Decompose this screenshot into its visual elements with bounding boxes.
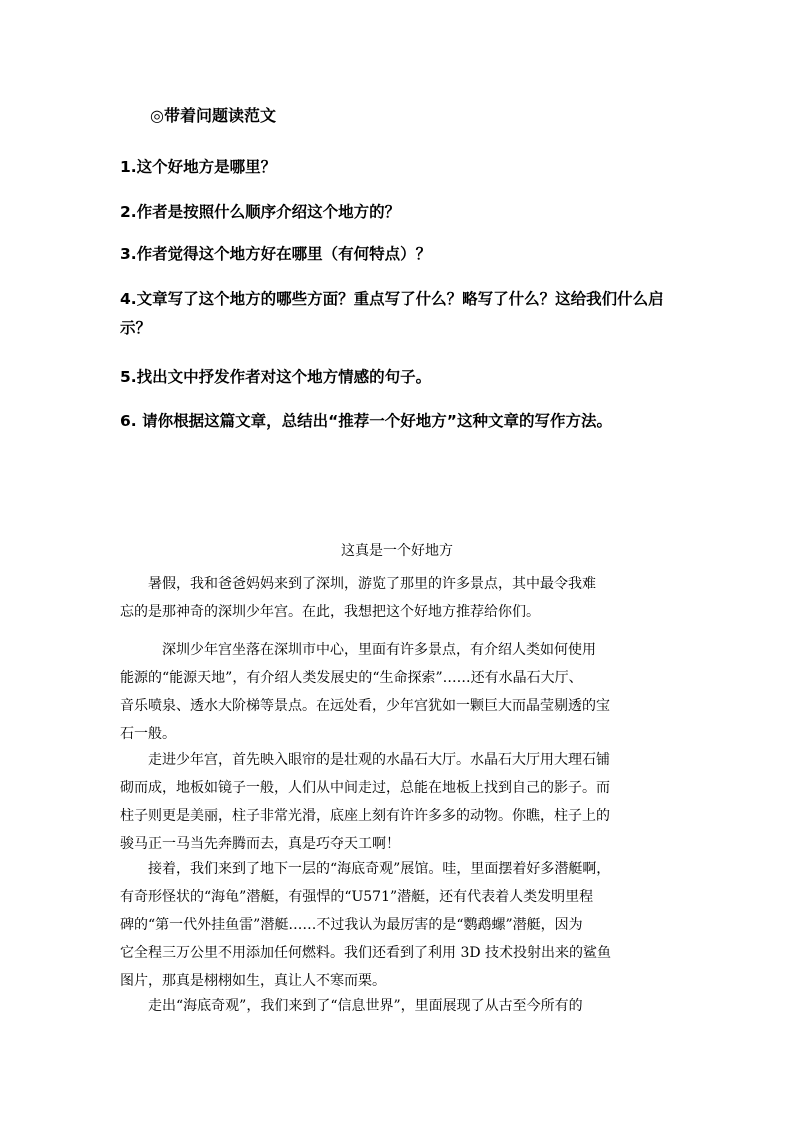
question-5: 5.找出文中抒发作者对这个地方情感的句子。 [120, 368, 432, 386]
paragraph-line: 砌而成，地板如镜子一般，人们从中间走过，总能在地板上找到自己的影子。而 [120, 780, 610, 796]
paragraph-line: 骏马正一马当先奔腾而去，真是巧夺天工啊！ [120, 836, 400, 852]
paragraph-line: 暑假，我和爸爸妈妈来到了深圳，游览了那里的许多景点，其中最令我难 [120, 576, 596, 592]
paragraph-line: 走进少年宫，首先映入眼帘的是壮观的水晶石大厅。水晶石大厅用大理石铺 [120, 752, 610, 768]
paragraph-line: 碑的“第一代外挂鱼雷”潜艇……不过我认为最厉害的是“鹦鹉螺”潜艇，因为 [120, 917, 583, 933]
essay-paragraph-3 [120, 746, 680, 858]
question-3: 3.作者觉得这个地方好在哪里（有何特点）？ [120, 245, 432, 263]
paragraph-line: 接着，我们来到了地下一层的“海底奇观”展馆。哇，里面摆着好多潜艇啊， [120, 861, 611, 877]
essay-paragraph-1 [120, 570, 680, 626]
question-4: 4.文章写了这个地方的哪些方面？重点写了什么？略写了什么？这给我们什么启示？ [120, 290, 664, 337]
paragraph-line: 图片，那真是栩栩如生，真让人不寒而栗。 [120, 973, 386, 989]
paragraph-line: 它全程三万公里不用添加任何燃料。我们还看到了利用 3D 技术投射出来的鲨鱼 [120, 945, 612, 961]
question-6: 6. 请你根据这篇文章，总结出“推荐一个好地方”这种文章的写作方法。 [120, 412, 612, 430]
essay-paragraph-2 [120, 636, 680, 748]
paragraph-line: 能源的“能源天地”，有介绍人类发展史的“生命探索”……还有水晶石大厅、 [120, 670, 583, 686]
paragraph-line: 石一般。 [120, 726, 176, 742]
paragraph-line: 忘的是那神奇的深圳少年宫。在此，我想把这个好地方推荐给你们。 [120, 604, 540, 620]
paragraph-line: 深圳少年宫坐落在深圳市中心，里面有许多景点，有介绍人类如何使用 [120, 642, 596, 658]
essay-paragraph-5 [120, 992, 680, 1020]
paragraph-line: 走出“海底奇观”，我们来到了“信息世界”，里面展现了从古至今所有的 [120, 998, 583, 1014]
paragraph-line: 柱子则更是美丽，柱子非常光滑，底座上刻有许许多多的动物。你瞧，柱子上的 [120, 808, 610, 824]
paragraph-line: 有奇形怪状的“海龟”潜艇，有强悍的“U571”潜艇，还有代表着人类发明里程 [120, 889, 594, 905]
question-2: 2.作者是按照什么顺序介绍这个地方的？ [120, 203, 401, 221]
question-1: 1.这个好地方是哪里？ [120, 158, 277, 176]
section-heading: ◎带着问题读范文 [150, 106, 276, 125]
essay-title: 这真是一个好地方 [341, 543, 453, 559]
essay-paragraph-4 [120, 855, 680, 995]
paragraph-line: 音乐喷泉、透水大阶梯等景点。在远处看，少年宫犹如一颗巨大而晶莹剔透的宝 [120, 698, 610, 714]
